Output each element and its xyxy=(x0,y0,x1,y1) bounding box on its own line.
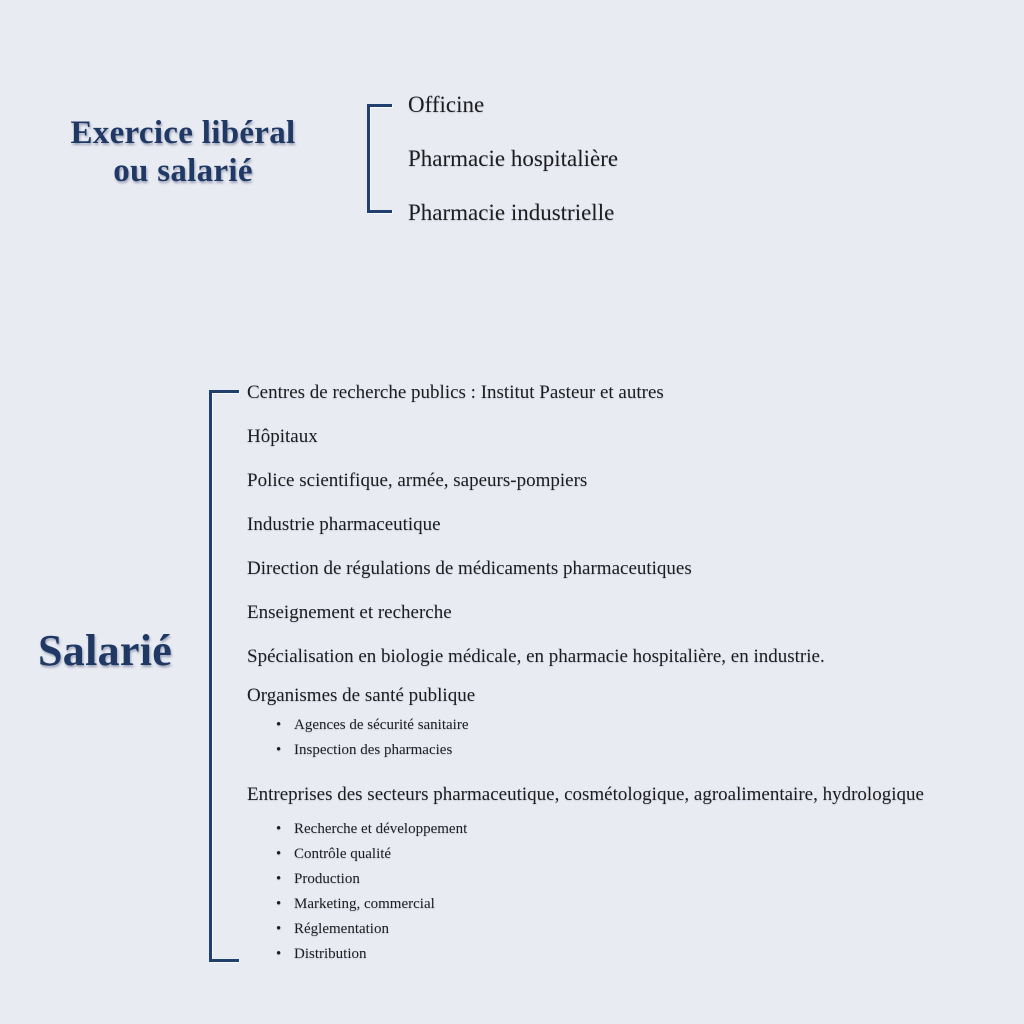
section-salarie-heading: Salarié xyxy=(38,626,173,675)
sub-branch-label: Recherche et développement xyxy=(294,821,468,837)
sub-branch-label: Agences de sécurité sanitaire xyxy=(294,717,469,733)
branch-item-industrie-pharmaceutique: Industrie pharmaceutique xyxy=(247,514,441,535)
section-liberal-heading xyxy=(30,114,336,190)
bullet-icon: • xyxy=(276,946,282,962)
branch-item-enseignement-recherche: Enseignement et recherche xyxy=(247,602,452,623)
salarie-branch-list xyxy=(247,371,1022,967)
branch-item-direction-regulations: Direction de régulations de médicaments pharmaceutiques xyxy=(247,558,692,579)
branch-item-specialisation: Spécialisation en biologie médicale, en pharmacie hospitalière, en industrie. xyxy=(247,646,825,667)
sub-branch-label: Réglementation xyxy=(294,921,389,937)
sub-branch-label: Production xyxy=(294,871,360,887)
branch-item-police-scientifique: Police scientifique, armée, sapeurs-pompiers xyxy=(247,470,588,491)
bullet-icon: • xyxy=(276,871,282,887)
branch-item-entreprises-secteurs: Entreprises des secteurs pharmaceutique, cosmétologique, agroalimentaire, hydrologique xyxy=(247,784,924,805)
salarie-bracket xyxy=(209,390,239,962)
bullet-icon: • xyxy=(276,921,282,937)
bullet-icon: • xyxy=(276,846,282,862)
sub-branch-label: Distribution xyxy=(294,946,367,962)
sub-branch-item-reglementation xyxy=(247,917,1022,942)
branch-item-hopitaux: Hôpitaux xyxy=(247,426,318,447)
sub-branch-label: Contrôle qualité xyxy=(294,846,392,862)
branch-item-organismes-sante: Organismes de santé publique xyxy=(247,685,476,706)
branch-item-pharmacie-industrielle: Pharmacie industrielle xyxy=(408,200,615,225)
liberal-bracket xyxy=(367,104,392,213)
bullet-icon: • xyxy=(276,896,282,912)
sub-branch-item-inspection-pharmacies xyxy=(247,738,1022,763)
sub-branch-item-agences-securite xyxy=(247,713,1022,738)
bullet-icon: • xyxy=(276,821,282,837)
bullet-icon: • xyxy=(276,717,282,733)
sub-branch-item-production xyxy=(247,867,1022,892)
liberal-branch-list xyxy=(408,78,618,240)
branch-item-centres-recherche: Centres de recherche publics : Institut Pasteur et autres xyxy=(247,382,664,403)
sub-branch-label: Inspection des pharmacies xyxy=(294,742,453,758)
sub-branch-item-distribution xyxy=(247,942,1022,967)
sub-branch-item-marketing-commercial xyxy=(247,892,1022,917)
sub-branch-item-controle-qualite xyxy=(247,842,1022,867)
section-liberal-heading-line2: ou salarié xyxy=(113,153,253,189)
branch-item-officine: Officine xyxy=(408,92,485,117)
branch-item-pharmacie-hospitaliere: Pharmacie hospitalière xyxy=(408,146,619,171)
sub-branch-label: Marketing, commercial xyxy=(294,896,435,912)
sub-branch-item-recherche-developpement xyxy=(247,817,1022,842)
section-liberal-heading-line1: Exercice libéral xyxy=(70,115,296,151)
bullet-icon: • xyxy=(276,742,282,758)
